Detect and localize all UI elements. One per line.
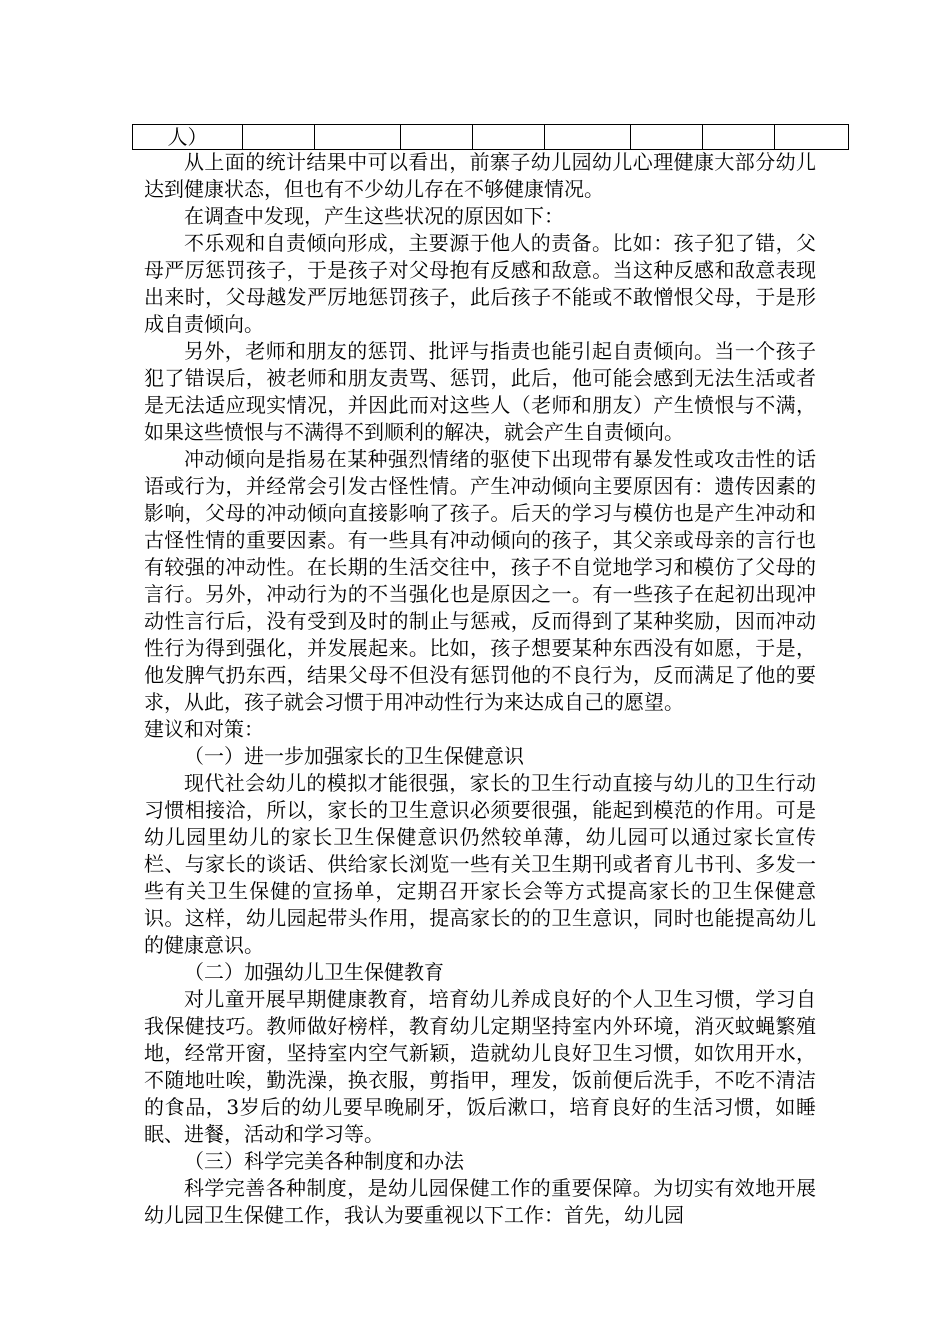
- heading-2-health-education: （二）加强幼儿卫生保健教育: [184, 960, 444, 984]
- table-cell-label: 人）: [133, 125, 243, 150]
- table-cell: [315, 125, 401, 150]
- paragraph-teacher-punishment: 另外，老师和朋友的惩罚、批评与指责也能引起自责倾向。当一个孩子犯了错误后，被老师和朋友责骂、惩罚，此后，他可能会感到无法生活或者是无法适应现实情况，并因此而对这些人（老师和朋友）产生愤恨与不满，如果这些愤恨与不满得不到顺利的解决，就会产生自责倾向。: [144, 339, 816, 444]
- table-cell: [401, 125, 473, 150]
- heading-3-systems-methods: （三）科学完美各种制度和办法: [184, 1149, 464, 1173]
- table-cell: [631, 125, 703, 150]
- paragraph-impulsive-tendency: 冲动倾向是指易在某种强烈情绪的驱使下出现带有暴发性或攻击性的话语或行为，并经常会引发古怪性情。产生冲动倾向主要原因有：遗传因素的影响，父母的冲动倾向直接影响了孩子。后天的学习与模仿也是产生冲动和古怪性情的重要因素。有一些具有冲动倾向的孩子，其父亲或母亲的言行也有较强的冲动性。在长期的生活交往中，孩子不自觉地学习和模仿了父母的言行。另外，冲动行为的不当强化也是原因之一。有一些孩子在起初出现冲动性言行后，没有受到及时的制止与惩戒，反而得到了某种奖励，因而冲动性行为得到强化，并发展起来。比如，孩子想要某种东西没有如愿，于是，他发脾气扔东西，结果父母不但没有惩罚他的不良行为，反而满足了他的要求，从此，孩子就会习惯于用冲动性行为来达成自己的愿望。: [144, 447, 816, 714]
- table-cell: [545, 125, 631, 150]
- paragraph-parent-awareness: 现代社会幼儿的模拟才能很强，家长的卫生行动直接与幼儿的卫生行动习惯相接洽，所以，家长的卫生意识必须要很强，能起到模范的作用。可是幼儿园里幼儿的家长卫生保健意识仍然较单薄，幼儿园可以通过家长宣传栏、与家长的谈话、供给家长浏览一些有关卫生期刊或者育儿书刊、多发一些有关卫生保健的宣扬单，定期召开家长会等方式提高家长的卫生保健意识。这样，幼儿园起带头作用，提高家长的的卫生意识，同时也能提高幼儿的健康意识。: [144, 771, 816, 957]
- table-cell: [703, 125, 775, 150]
- document-body: [144, 149, 816, 1229]
- paragraph-systems-methods: 科学完善各种制度，是幼儿园保健工作的重要保障。为切实有效地开展幼儿园卫生保健工作，我认为要重视以下工作：首先，幼儿园: [144, 1176, 816, 1227]
- heading-1-parent-awareness: （一）进一步加强家长的卫生保健意识: [184, 744, 524, 768]
- table-cell: [775, 125, 849, 150]
- paragraph-health-education: 对儿童开展早期健康教育，培育幼儿养成良好的个人卫生习惯，学习自我保健技巧。教师做好榜样，教育幼儿定期坚持室内外环境，消灭蚊蝇繁殖地，经常开窗，坚持室内空气新颖，造就幼儿良好卫生习惯，如饮用开水，不随地吐唉，勤洗澡，换衣服，剪指甲，理发，饭前便后洗手，不吃不清洁的食品，3岁后的幼儿要早晚刷牙，饭后漱口，培育良好的生活习惯，如睡眠、进餐，活动和学习等。: [144, 987, 816, 1146]
- paragraph-self-blame: 不乐观和自责倾向形成，主要源于他人的责备。比如：孩子犯了错，父母严厉惩罚孩子，于是孩子对父母抱有反感和敌意。当这种反感和敌意表现出来时，父母越发严厉地惩罚孩子，此后孩子不能或不敢憎恨父母，于是形成自责倾向。: [144, 231, 816, 336]
- table-cell: [243, 125, 315, 150]
- table-row: [133, 125, 849, 150]
- statistics-table-fragment: [132, 124, 849, 150]
- section-suggestions-label: 建议和对策：: [144, 717, 264, 741]
- paragraph-statistics-summary: 从上面的统计结果中可以看出，前寨子幼儿园幼儿心理健康大部分幼儿达到健康状态，但也有不少幼儿存在不够健康情况。: [144, 150, 816, 201]
- table-cell: [473, 125, 545, 150]
- paragraph-causes-intro: 在调查中发现，产生这些状况的原因如下：: [184, 204, 564, 228]
